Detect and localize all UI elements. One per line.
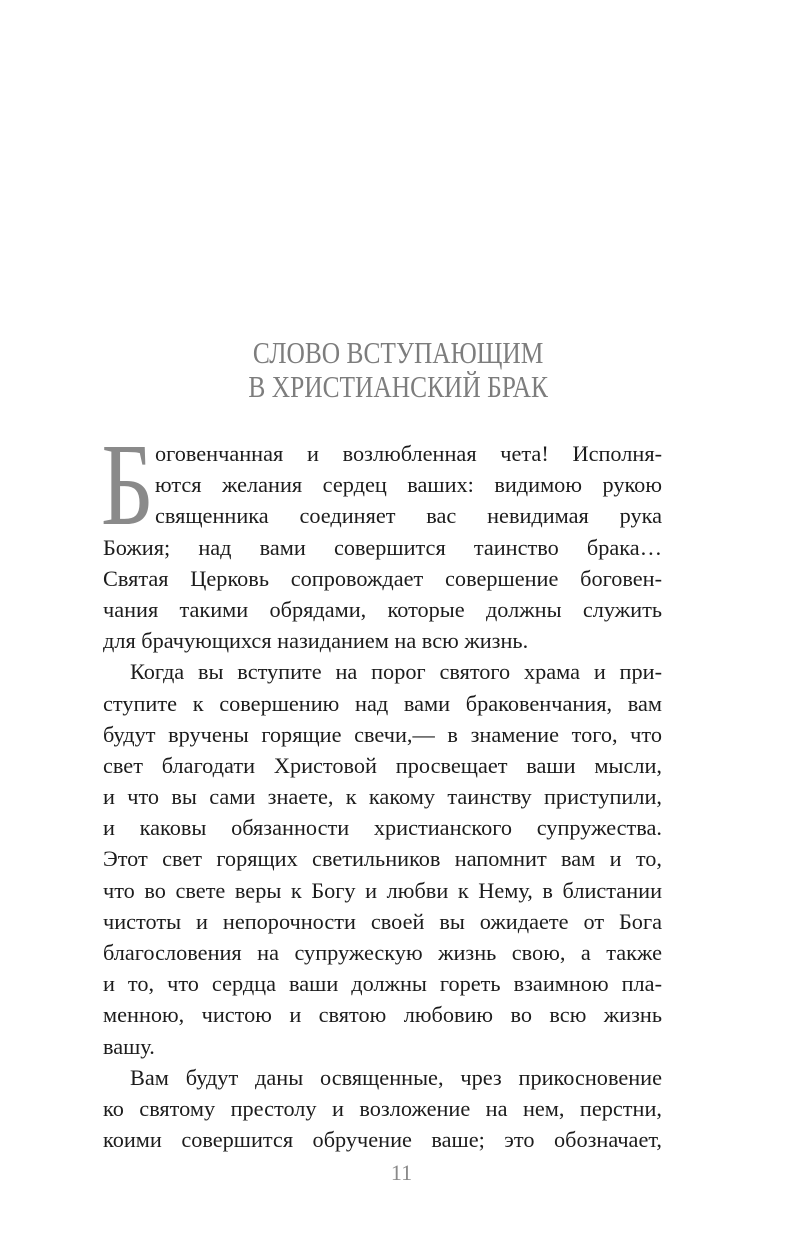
chapter-title [69, 336, 727, 404]
text-line: и что вы сами знаете, к какому таинству приступили, [103, 784, 662, 810]
text-line: Божия; над вами совершится таинство брака… [103, 534, 662, 560]
text-line: оговенчанная и возлюбленная чета! Исполня- [155, 441, 662, 466]
body-text [101, 419, 662, 1155]
text-line: свет благодати Христовой просвещает ваши мысли, [103, 752, 662, 778]
text-line: священника соединяет вас невидимая рука [155, 503, 662, 529]
text-line: Вам будут даны освященные, чрез прикосновение [130, 1064, 662, 1090]
text-line: Этот свет горящих светильников напомнит вам и то, [103, 846, 662, 872]
text-line: чистоты и непорочности своей вы ожидаете от Бога [103, 908, 662, 934]
text-line: Святая Церковь сопровождает совершение боговен- [103, 565, 662, 591]
paragraph-3 [103, 1062, 662, 1156]
page-number: 11 [390, 1160, 413, 1185]
paragraph-1 [101, 419, 662, 656]
text-line: ко святому престолу и возложение на нем, перстни, [103, 1095, 662, 1121]
chapter-title-line-1: СЛОВО ВСТУПАЮЩИМ [252, 335, 544, 370]
text-line: и каковы обязанности христианского супружества. [103, 815, 662, 841]
text-line: ются желания сердец ваших: видимою рукою [155, 472, 662, 498]
text-line: благословения на супружескую жизнь свою, а также [103, 940, 662, 965]
text-line: коими совершится обручение ваше; это обозначает, [103, 1127, 662, 1153]
text-line: вашу. [103, 1033, 155, 1059]
text-line: будут вручены горящие свечи,— в знамение того, что [103, 721, 662, 747]
text-line: что во свете веры к Богу и любви к Нему, в блистании [103, 877, 662, 903]
paragraph-2 [103, 656, 662, 1061]
chapter-title-line-2: В ХРИСТИАНСКИЙ БРАК [248, 369, 548, 404]
text-line: ступите к совершению над вами браковенчания, вам [103, 690, 662, 716]
text-line: Когда вы вступите на порог святого храма и при- [130, 659, 662, 685]
text-line: менною, чистою и святою любовию во всю жизнь [103, 1002, 662, 1028]
text-line: для брачующихся назиданием на всю жизнь. [103, 628, 529, 654]
text-line: и то, что сердца ваши должны гореть взаимною пла- [103, 971, 662, 997]
drop-cap: Б [101, 419, 154, 550]
text-line: чания такими обрядами, которые должны служить [103, 596, 662, 622]
